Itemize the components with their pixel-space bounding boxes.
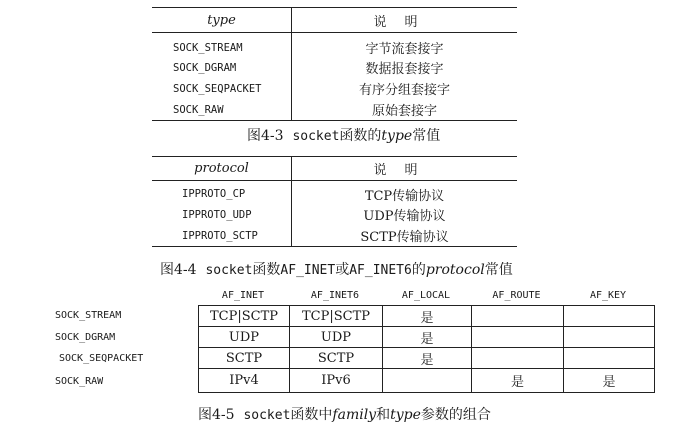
protocol-cell: IPPROTO_UDP xyxy=(152,204,292,225)
table-row xyxy=(199,306,655,327)
type-cell: SOCK_DGRAM xyxy=(152,57,292,78)
table-row xyxy=(152,181,517,205)
grid-cell: IPv4 xyxy=(199,369,290,393)
description-cell: 字节流套接字 xyxy=(365,42,444,57)
grid-cell: 是 xyxy=(383,306,472,327)
type-cell: SOCK_SEQPACKET xyxy=(152,78,292,99)
table-row xyxy=(199,369,655,393)
column-header-af-key: AF_KEY xyxy=(589,290,627,301)
socket-type-table xyxy=(152,7,517,121)
grid-cell: 是 xyxy=(564,369,655,393)
column-header-af-local: AF_LOCAL xyxy=(401,290,451,301)
figure-caption-4-3: 图4-3 socket函数的type常值 xyxy=(247,128,441,144)
description-column-header: 说明 xyxy=(292,157,518,181)
description-column-header: 说明 xyxy=(292,8,518,33)
table-header-row xyxy=(152,8,517,33)
table-row xyxy=(199,348,655,369)
grid-cell: 是 xyxy=(472,369,564,393)
column-header-af-inet6: AF_INET6 xyxy=(310,290,360,301)
grid-cell xyxy=(472,327,564,348)
table-header-row xyxy=(152,157,517,181)
protocol-cell: IPPROTO_SCTP xyxy=(152,225,292,247)
column-header-af-route: AF_ROUTE xyxy=(492,290,541,301)
grid-cell xyxy=(383,369,472,393)
row-header-sock-stream: SOCK_STREAM xyxy=(55,310,122,321)
grid-cell xyxy=(472,306,564,327)
description-cell: SCTP传输协议 xyxy=(360,230,449,245)
description-cell: 数据报套接字 xyxy=(365,62,444,77)
grid-cell: TCP|SCTP xyxy=(199,306,290,327)
grid-cell: IPv6 xyxy=(290,369,383,393)
grid-cell xyxy=(564,306,655,327)
description-cell: 原始套接字 xyxy=(371,104,437,119)
grid-cell: UDP xyxy=(290,327,383,348)
table-row xyxy=(152,225,517,247)
table-row xyxy=(152,204,517,225)
figure-caption-4-5: 图4-5 socket函数中family和type参数的组合 xyxy=(198,407,491,423)
protocol-column-header: protocol xyxy=(152,157,292,181)
table-row xyxy=(152,99,517,121)
protocol-cell: IPPROTO_CP xyxy=(152,181,292,205)
figure-caption-4-4: 图4-4 socket函数AF_INET或AF_INET6的protocol常值 xyxy=(160,262,513,278)
table-row xyxy=(152,33,517,58)
table-row xyxy=(152,57,517,78)
table-row xyxy=(152,78,517,99)
row-header-sock-raw: SOCK_RAW xyxy=(55,376,104,387)
grid-cell xyxy=(564,327,655,348)
type-column-header: type xyxy=(152,8,292,33)
grid-cell: SCTP xyxy=(290,348,383,369)
grid-cell: 是 xyxy=(383,348,472,369)
description-cell: UDP传输协议 xyxy=(363,209,446,224)
type-cell: SOCK_STREAM xyxy=(152,33,292,58)
type-cell: SOCK_RAW xyxy=(152,99,292,121)
grid-cell xyxy=(472,348,564,369)
grid-cell: TCP|SCTP xyxy=(290,306,383,327)
description-cell: TCP传输协议 xyxy=(364,188,445,204)
grid-cell: UDP xyxy=(199,327,290,348)
grid-cell: 是 xyxy=(383,327,472,348)
grid-cell: SCTP xyxy=(199,348,290,369)
description-cell: 有序分组套接字 xyxy=(358,83,450,98)
column-header-af-inet: AF_INET xyxy=(221,290,265,301)
socket-protocol-table xyxy=(152,156,517,247)
family-type-combination-grid xyxy=(198,305,655,393)
table-row xyxy=(199,327,655,348)
grid-cell xyxy=(564,348,655,369)
row-header-sock-dgram: SOCK_DGRAM xyxy=(55,332,116,343)
row-header-sock-seqpacket: SOCK_SEQPACKET xyxy=(59,353,144,364)
